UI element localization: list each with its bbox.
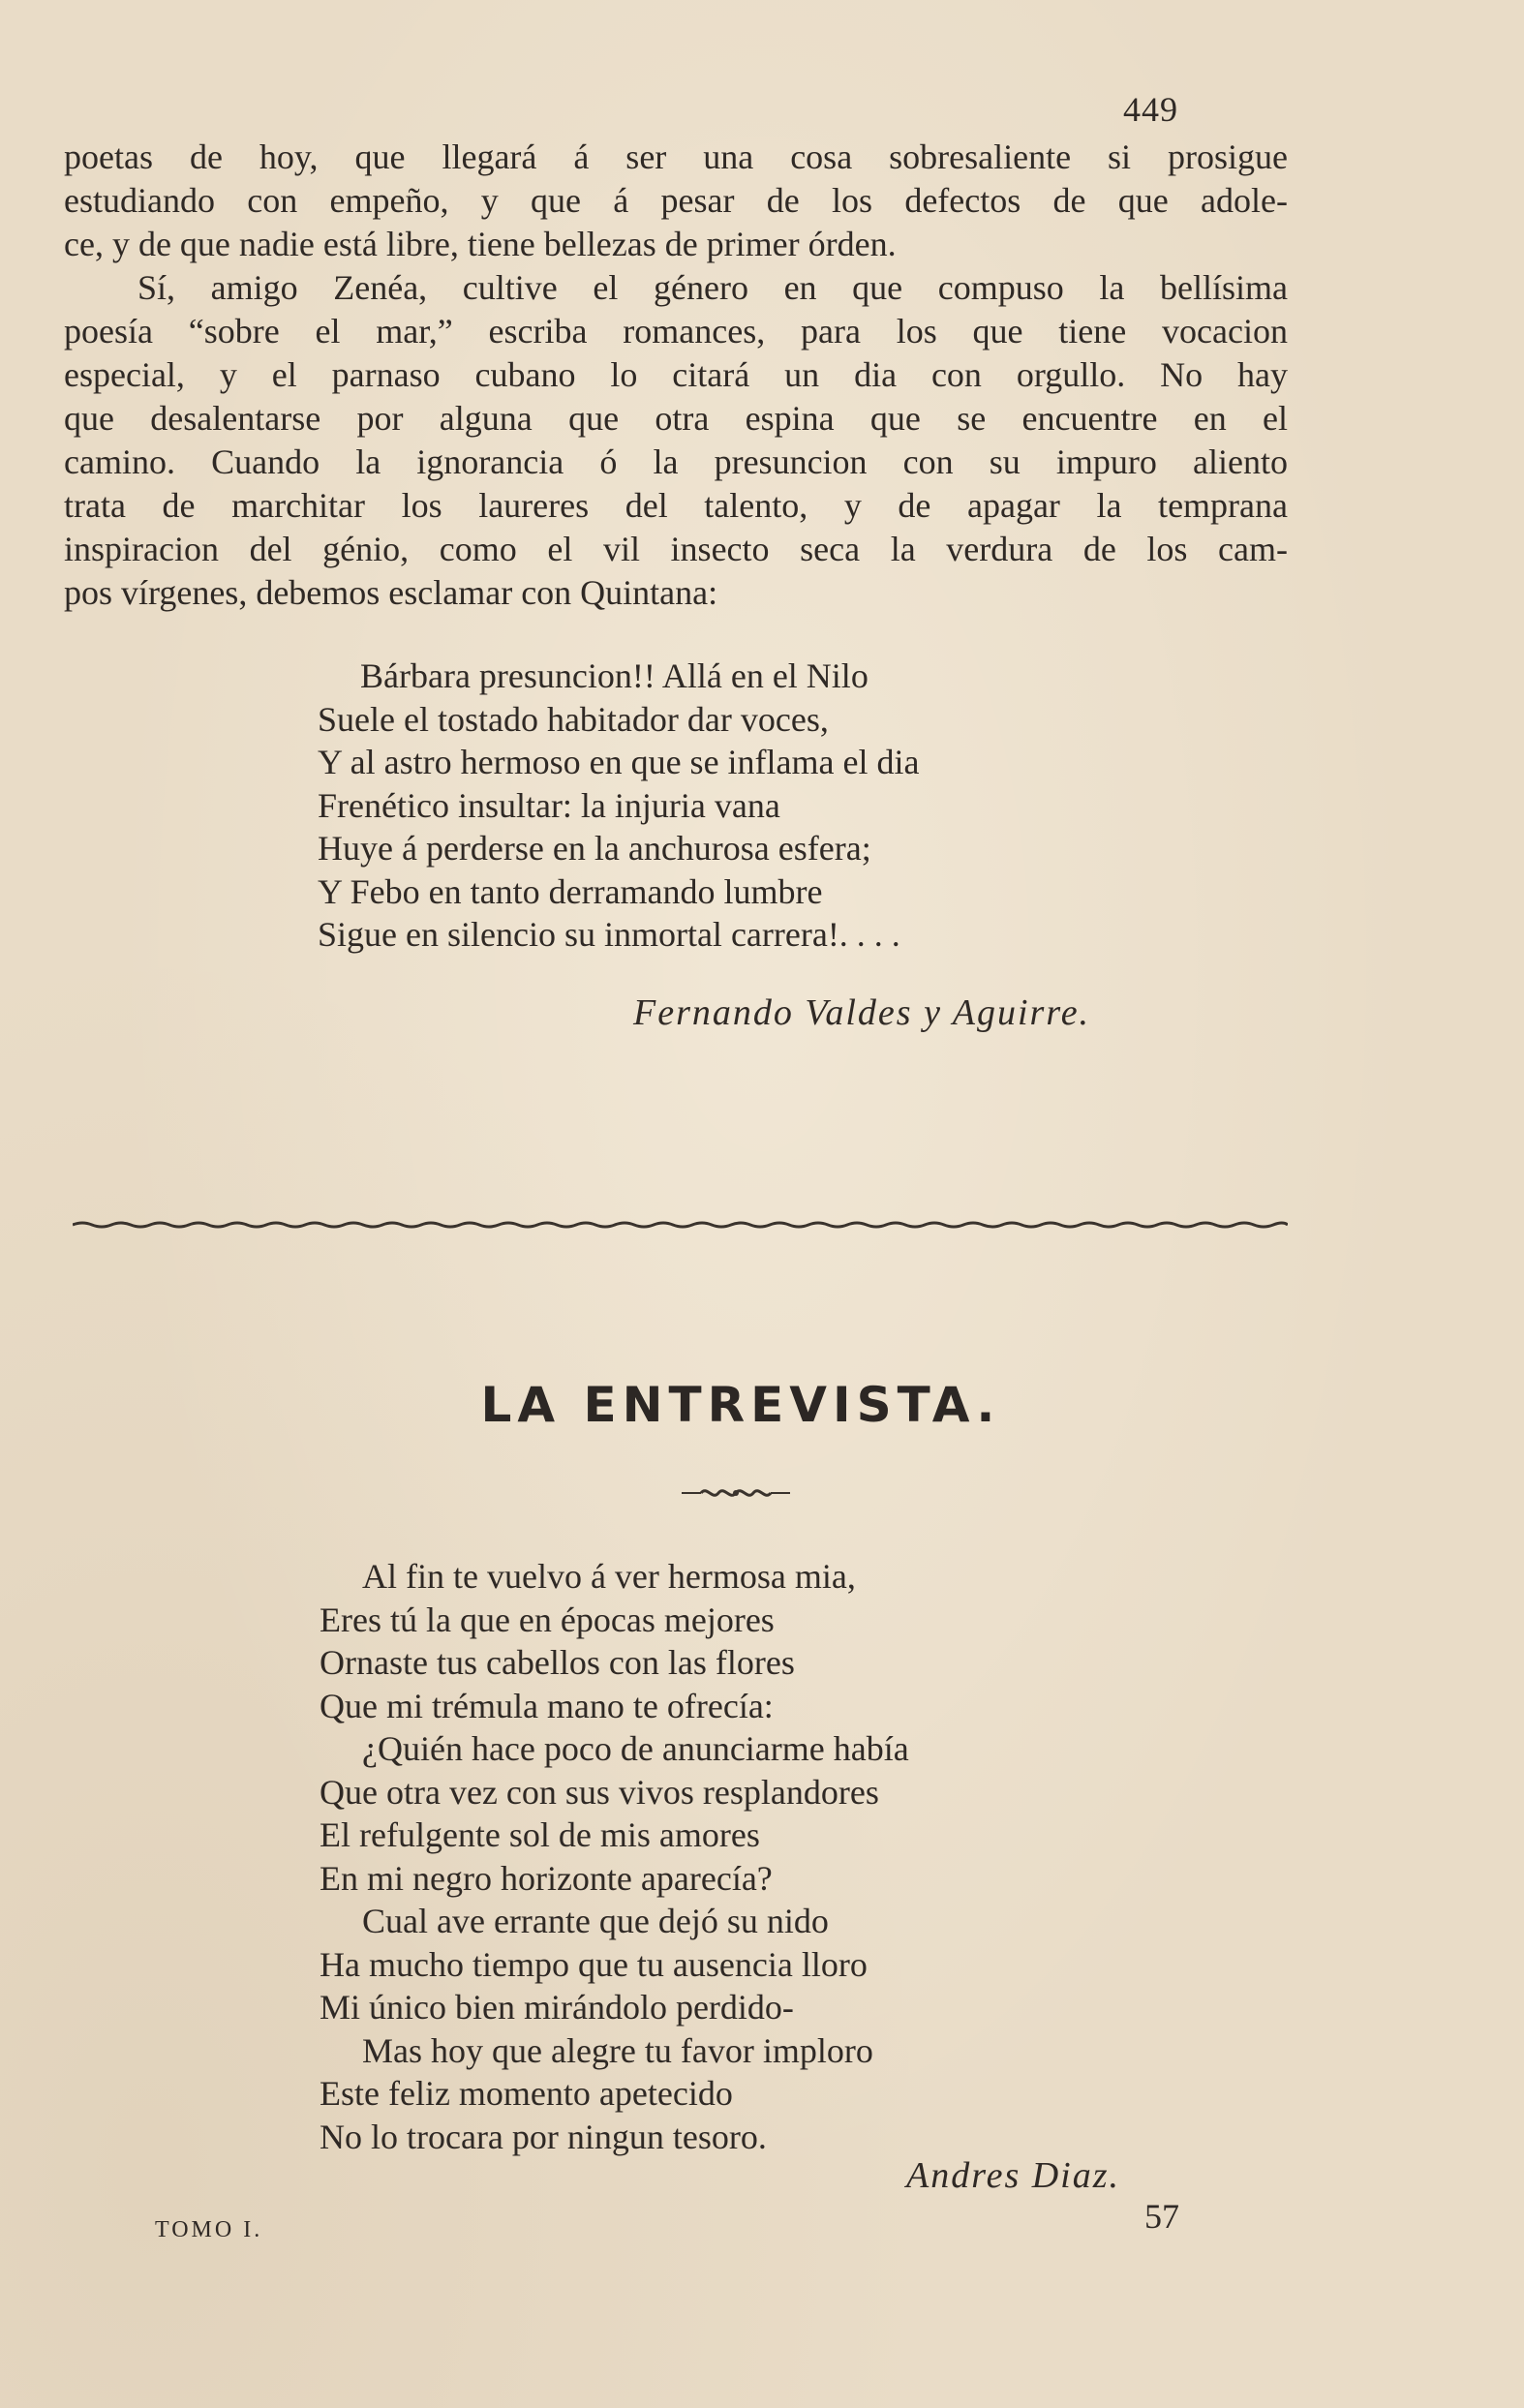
prose-line: pos vírgenes, debemos esclamar con Quintana:: [64, 573, 718, 612]
section-divider-rule: [73, 1218, 1288, 1232]
poem-line: Mi único bien mirándolo perdido-: [320, 1988, 794, 2027]
poem-title: LA ENTREVISTA.: [480, 1377, 1001, 1433]
poem-line: Que mi trémula mano te ofrecía:: [320, 1686, 774, 1725]
poem-line: Al fin te vuelvo á ver hermosa mia,: [362, 1557, 856, 1596]
prose-line: poesía “sobre el mar,” escriba romances, para los que tiene vocacion: [64, 312, 1288, 351]
volume-label: TOMO I.: [155, 2217, 263, 2242]
poem-line: Ha mucho tiempo que tu ausencia lloro: [320, 1944, 868, 1984]
prose-line: inspiracion del génio, como el vil insecto seca la verdura de los cam-: [64, 530, 1288, 568]
quoted-verse: [318, 655, 919, 957]
poem-author-signature: Andres Diaz.: [906, 2155, 1121, 2196]
quote-author-signature: Fernando Valdes y Aguirre.: [633, 992, 1091, 1033]
poem-line: Eres tú la que en épocas mejores: [320, 1600, 775, 1639]
prose-line: que desalentarse por alguna que otra espina que se encuentre en el: [64, 399, 1288, 438]
verse-line: Bárbara presuncion!! Allá en el Nilo: [360, 656, 869, 695]
poem-body: [320, 1555, 909, 2158]
poem-line: En mi negro horizonte aparecía?: [320, 1858, 773, 1898]
poem-line: Cual ave errante que dejó su nido: [362, 1902, 829, 1940]
verse-line: Huye á perderse en la anchurosa esfera;: [318, 829, 871, 868]
poem-line: ¿Quién hace poco de anunciarme había: [362, 1729, 909, 1768]
verse-line: Y Febo en tanto derramando lumbre: [318, 871, 823, 911]
poem-line: Ornaste tus cabellos con las flores: [320, 1643, 795, 1682]
prose-line: trata de marchitar los laureres del talento, y de apagar la temprana: [64, 486, 1288, 525]
sheet-signature-number: 57: [1144, 2197, 1179, 2236]
poem-line: No lo trocara por ningun tesoro.: [320, 2117, 767, 2156]
poem-line: Mas hoy que alegre tu favor imploro: [362, 2030, 873, 2070]
poem-line: El refulgente sol de mis amores: [320, 1815, 760, 1854]
verse-line: Y al astro hermoso en que se inflama el dia: [318, 743, 920, 781]
prose-line: poetas de hoy, que llegará á ser una cosa sobresaliente si prosigue: [64, 137, 1288, 176]
prose-line: camino. Cuando la ignorancia ó la presuncion con su impuro aliento: [64, 442, 1288, 481]
prose-line: estudiando con empeño, y que á pesar de los defectos de que adole-: [64, 181, 1288, 220]
page-number: 449: [1123, 90, 1178, 129]
verse-line: Sigue en silencio su inmortal carrera!. . . .: [318, 915, 900, 954]
prose-line: ce, y de que nadie está libre, tiene bellezas de primer órden.: [64, 225, 897, 263]
verse-line: Frenético insultar: la injuria vana: [318, 785, 780, 825]
prose-line: especial, y el parnaso cubano lo citará un dia con orgullo. No hay: [64, 355, 1288, 394]
verse-line: Suele el tostado habitador dar voces,: [318, 699, 829, 739]
poem-line: Que otra vez con sus vivos resplandores: [320, 1772, 879, 1812]
title-ornament-icon: [678, 1483, 794, 1503]
prose-line: Sí, amigo Zenéa, cultive el género en que compuso la bellísima: [137, 268, 1288, 307]
prose-paragraph: [64, 136, 1288, 615]
poem-line: Este feliz momento apetecido: [320, 2074, 733, 2113]
